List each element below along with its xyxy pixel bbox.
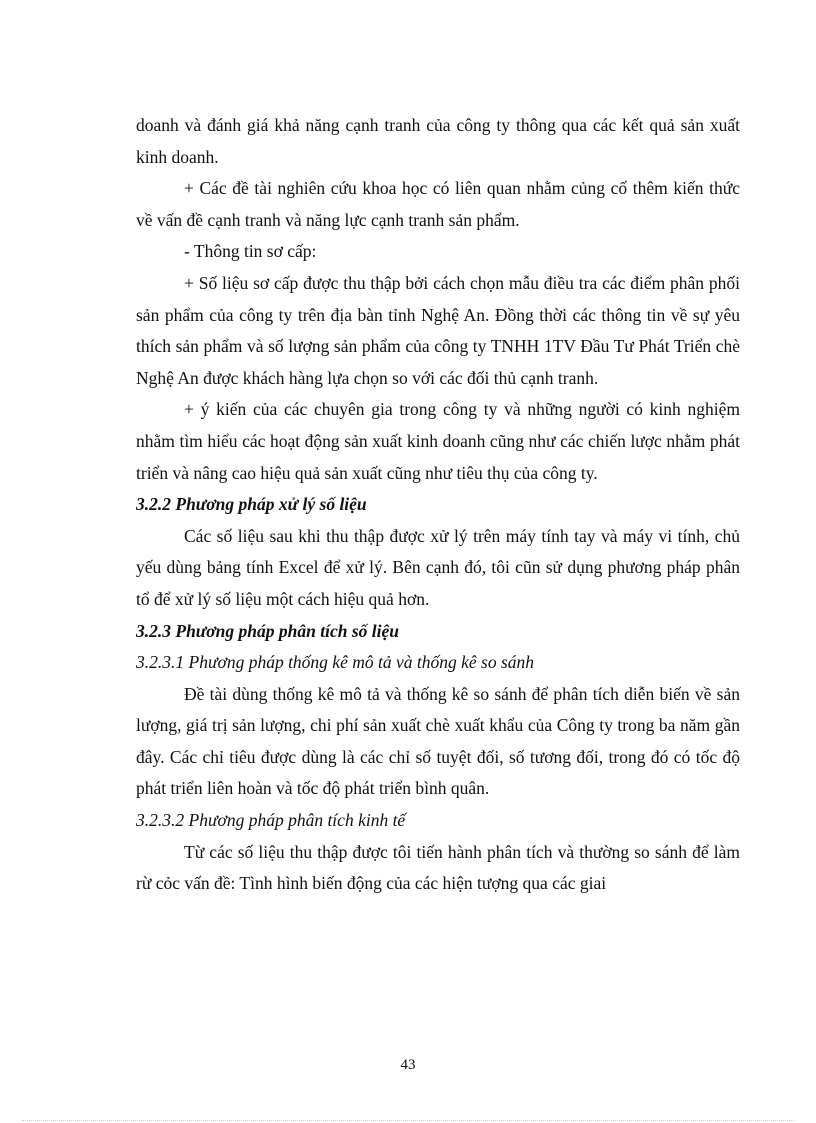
paragraph-expert-opinion: + ý kiến của các chuyên gia trong công ty và những người có kinh nghiệm nhằm tìm hiểu các hoạt động sản xuất kinh doanh cũng như các chiến lược nhằm phát triển và nâng cao hiệu quả sản xuất cũng như tiêu thụ của công ty. bbox=[136, 399, 740, 483]
heading-3-2-3: 3.2.3 Phương pháp phân tích số liệu bbox=[136, 620, 399, 641]
heading-3-2-3-1: 3.2.3.1 Phương pháp thống kê mô tả và thống kê so sánh bbox=[136, 652, 535, 673]
paragraph-research-topics: + Các đề tài nghiên cứu khoa học có liên quan nhằm củng cố thêm kiến thức về vấn đề cạnh tranh và năng lực cạnh tranh sản phẩm. bbox=[136, 178, 740, 230]
paragraph-primary-data: + Số liệu sơ cấp được thu thập bởi cách chọn mẫu điều tra các điểm phân phối sản phẩm của công ty trên địa bàn tỉnh Nghệ An. Đồng thời các thông tin về sự yêu thích sản phẩm và số lượng sản phẩm của công ty TNHH 1TV Đầu Tư Phát Triển chè Nghệ An được khách hàng lựa chọn so với các đối thủ cạnh tranh. bbox=[136, 272, 740, 388]
paragraph-data-processing: Các số liệu sau khi thu thập được xử lý trên máy tính tay và máy vi tính, chủ yếu dùng bảng tính Excel để xử lý. Bên cạnh đó, tôi cũn sử dụng phương pháp phân tổ để xử lý số liệu một cách hiệu quả hơn. bbox=[136, 525, 740, 609]
heading-3-2-3-2: 3.2.3.2 Phương pháp phân tích kinh tế bbox=[136, 810, 406, 831]
paragraph-primary-info-label: - Thông tin sơ cấp: bbox=[184, 241, 317, 262]
page-body bbox=[136, 110, 740, 900]
page-number: 43 bbox=[400, 1057, 416, 1073]
paragraph-continued: doanh và đánh giá khả năng cạnh tranh của công ty thông qua các kết quả sản xuất kinh doanh. bbox=[136, 115, 740, 167]
heading-3-2-2: 3.2.2 Phương pháp xử lý số liệu bbox=[136, 494, 367, 515]
page-bottom-divider bbox=[22, 1120, 794, 1121]
paragraph-economic-analysis: Từ các số liệu thu thập được tôi tiến hành phân tích và thường so sánh để làm rừ cỏc vấn đề: Tình hình biến động của các hiện tượng qua các giai bbox=[136, 841, 740, 894]
paragraph-descriptive-statistics: Đề tài dùng thống kê mô tả và thống kê so sánh để phân tích diễn biến về sản lượng, giá trị sản lượng, chi phí sản xuất chè xuất khẩu của Công ty trong ba năm gần đây. Các chỉ tiêu được dùng là các chỉ số tuyệt đối, số tương đối, trong đó có tốc độ phát triển liên hoàn và tốc độ phát triển bình quân. bbox=[136, 683, 740, 799]
